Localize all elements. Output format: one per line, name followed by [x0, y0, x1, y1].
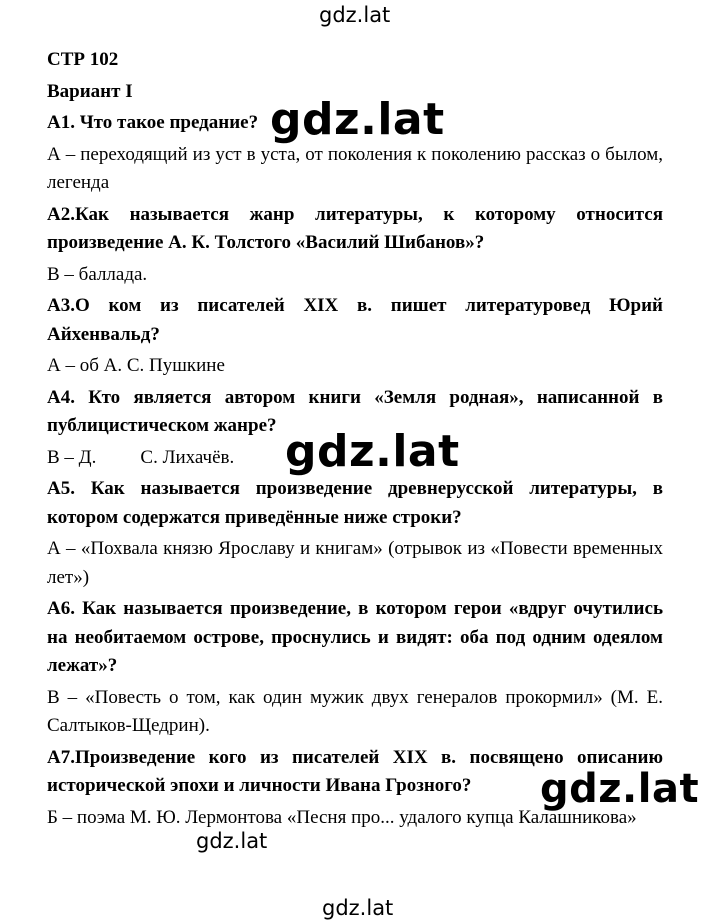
answer-a1: А – переходящий из уст в уста, от поколения к поколению рассказ о былом, легенда [47, 143, 663, 193]
question-a3: А3.О ком из писателей XIX в. пишет литературовед Юрий Айхенвальд? [47, 295, 663, 345]
question-a5: А5. Как называется произведение древнерусской литературы, в котором содержатся приведённые ниже строки? [47, 478, 663, 528]
question-a4: А4. Кто является автором книги «Земля родная», написанной в публицистическом жанре? [47, 386, 663, 436]
answer-a5: А – «Похвала князю Ярославу и книгам» (отрывок из «Повести временных лет») [47, 538, 663, 588]
watermark-bottom: gdz.lat [322, 896, 394, 920]
answer-a2: В – баллада. [47, 263, 148, 285]
watermark-mid2: gdz.lat [285, 426, 460, 477]
variant-heading: Вариант I [47, 80, 133, 102]
watermark-top: gdz.lat [319, 3, 391, 27]
watermark-small: gdz.lat [196, 829, 268, 853]
question-a2: А2.Как называется жанр литературы, к которому относится произведение А. К. Толстого «Василий Шибанов»? [47, 203, 663, 253]
question-a6: А6. Как называется произведение, в котором герои «вдруг очутились на необитаемом острове, проснулись и видят: оба под одним одеялом лежат»? [47, 598, 663, 676]
watermark-right: gdz.lat [540, 766, 700, 812]
answer-a6: В – «Повесть о том, как один мужик двух генералов прокормил» (М. Е. Салтыков-Щедрин). [47, 686, 663, 736]
answer-a4-part2: С. Лихачёв. [140, 446, 235, 468]
question-a7: А7.Произведение кого из писателей XIX в. посвящено описанию исторической эпохи и личности Ивана Грозного? [47, 746, 663, 796]
answer-a3: А – об А. С. Пушкине [47, 355, 225, 376]
question-a1: А1. Что такое предание? [47, 112, 259, 133]
answer-a7: Б – поэма М. Ю. Лермонтова «Песня про... удалого купца Калашникова» [47, 806, 637, 828]
answer-a4-part1: В – Д. [47, 446, 97, 468]
watermark-mid1: gdz.lat [270, 94, 445, 145]
page-number-heading: СТР 102 [47, 49, 119, 70]
